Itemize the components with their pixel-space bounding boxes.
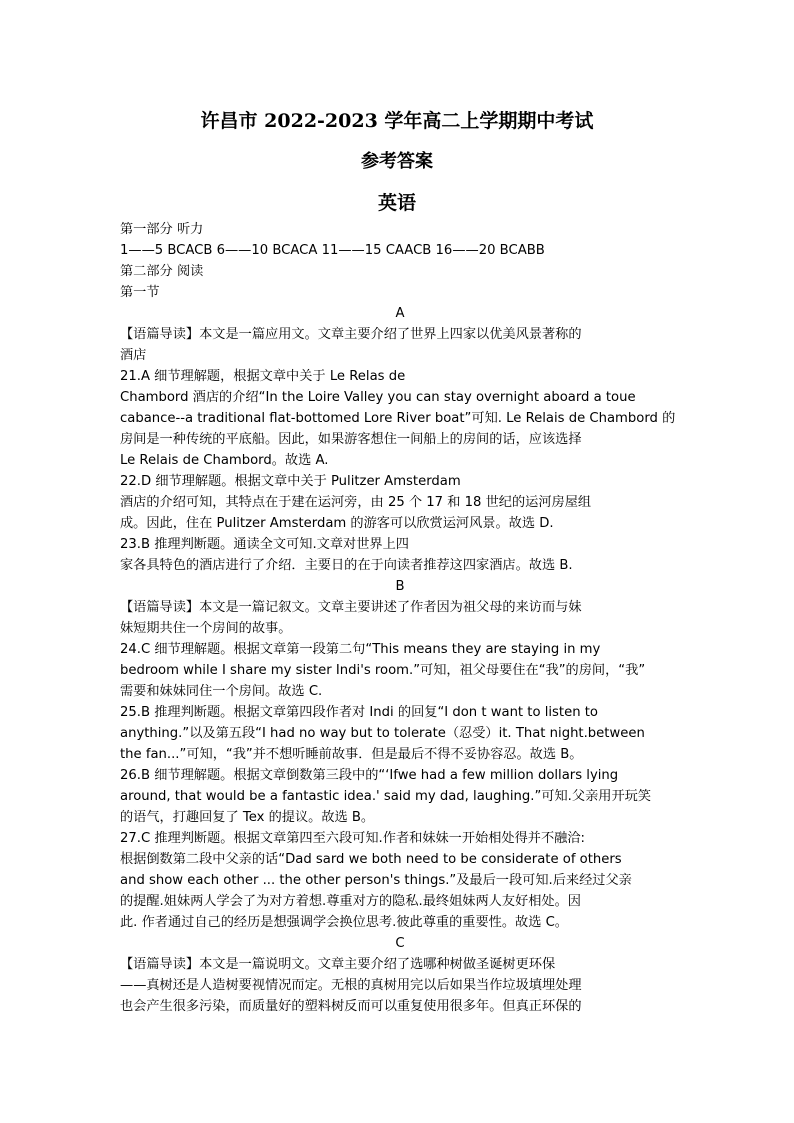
text-line: 家各具特色的酒店进行了介绍．主要日的在于向读者推荐这四家酒店。故选 B.: [120, 558, 573, 573]
passage-label-c: C: [395, 936, 405, 951]
text-line: bedroom while I share my sister Indi's room.”可知，祖父母要住在“我”的房间，“我”: [120, 663, 646, 678]
text-line: 【语篇导读】本文是一篇应用文。文章主要介绍了世界上四家以优美风景著称的: [120, 327, 582, 342]
text-line: 的语气，打趣回复了 Tex 的提议。故选 B。: [120, 810, 375, 825]
text-line: 【语篇导读】本文是一篇说明文。文章主要介绍了选哪种树做圣诞树更环保: [120, 957, 556, 972]
text-line: 27.C 推理判断题。根据文章第四至六段可知.作者和妹妹一开始相处得并不融洽:: [120, 831, 586, 846]
text-line: 也会产生很多污染，而质量好的塑料树反而可以重复使用很多年。但真正环保的: [120, 999, 582, 1014]
text-line: 26.B 细节理解题。根据文章倒数第三段中的“‘Ifwe had a few million dollars lying: [120, 768, 619, 783]
document-title: 许昌市 2022-2023 学年高二上学期期中考试: [200, 110, 594, 132]
section-heading-reading: 第二部分 阅读: [120, 264, 204, 279]
passage-label-b: B: [395, 579, 405, 594]
text-line: 酒店的介绍可知，其特点在于建在运河旁，由 25 个 17 和 18 世纪的运河房屋组: [120, 495, 592, 510]
text-line: 根据倒数第二段中父亲的话“Dad sard we both need to be considerate of others: [120, 852, 622, 867]
answer-body: [120, 219, 680, 1017]
text-line: 酒店: [120, 348, 147, 363]
subject-heading: 英语: [377, 192, 416, 214]
text-line: Le Relais de Chambord。故选 A.: [120, 453, 329, 468]
text-line: 此. 作者通过自己的经历是想强调学会换位思考.彼此尊重的重要性。故选 C。: [120, 915, 568, 930]
passage-label-a: A: [395, 306, 405, 321]
document-subtitle: 参考答案: [361, 151, 433, 172]
text-line: 21.A 细节理解题，根据文章中关于 Le Relas de: [120, 369, 406, 384]
text-line: cabance--a traditional flat-bottomed Lore River boat”可知. Le Relais de Chambord 的: [120, 411, 676, 426]
listening-answers: 1——5 BCACB 6——10 BCACA 11——15 CAACB 16——20 BCABB: [120, 243, 545, 258]
text-line: the fan...”可知，“我”并不想听睡前故事．但是最后不得不妥协容忍。故选 B。: [120, 747, 583, 762]
text-line: and show each other ... the other person's things.”及最后一段可知.后来经过父亲: [120, 873, 632, 888]
text-line: 妹短期共住一个房间的故事。: [120, 621, 292, 636]
subsection-heading: 第一节: [120, 285, 160, 300]
section-heading-listening: 第一部分 听力: [120, 222, 204, 237]
text-line: 成。因此，住在 Pulitzer Amsterdam 的游客可以欣赏运河风景。故选 D.: [120, 516, 554, 531]
text-line: 23.B 推理判断题。通读全文可知.文章对世界上四: [120, 537, 409, 552]
text-line: 24.C 细节理解题。根据文章第一段第二句“This means they are staying in my: [120, 642, 601, 657]
text-line: 的提醒.姐妹两人学会了为对方着想.尊重对方的隐私.最终姐妹两人友好相处。因: [120, 894, 581, 909]
text-line: Chambord 酒店的介绍“In the Loire Valley you can stay overnight aboard a toue: [120, 390, 636, 405]
text-line: 【语篇导读】本文是一篇记叙文。文章主要讲述了作者因为祖父母的来访而与妹: [120, 600, 582, 615]
text-line: 25.B 推理判断题。根据文章第四段作者对 Indi 的回复“I don t want to listen to: [120, 705, 598, 720]
text-line: 需要和妹妹同住一个房间。故选 C.: [120, 684, 323, 699]
text-line: anything.”以及第五段“I had no way but to tolerate（忍受）it. That night.between: [120, 726, 645, 741]
text-line: 22.D 细节理解题。根据文章中关于 Pulitzer Amsterdam: [120, 474, 461, 489]
text-line: around, that would be a fantastic idea.' said my dad, laughing.”可知.父亲用开玩笑: [120, 789, 652, 804]
text-line: 房间是一种传统的平底船。因此，如果游客想住一间船上的房间的话，应该选择: [120, 432, 582, 447]
text-line: ——真树还是人造树要视情况而定。无根的真树用完以后如果当作垃圾填埋处理: [120, 978, 582, 993]
